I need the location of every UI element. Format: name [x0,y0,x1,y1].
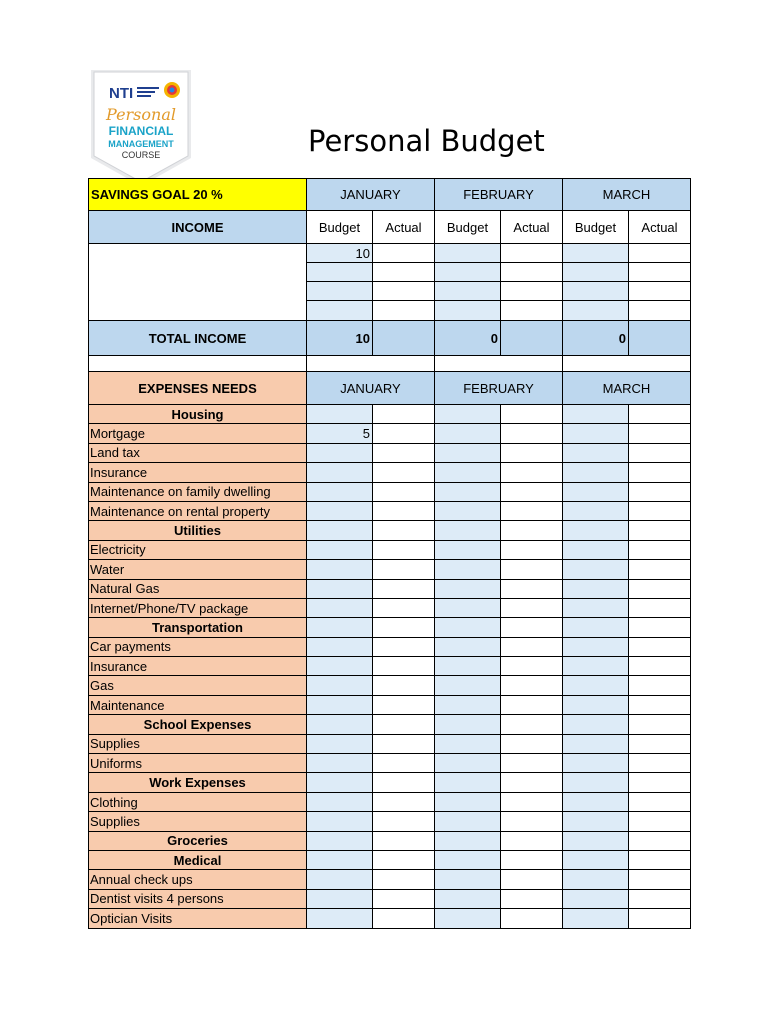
expense-category-school-expenses: School Expenses [89,715,307,734]
expense-label-annual-check-ups: Annual check ups [89,870,307,889]
expense-mar-actual-cell[interactable] [629,657,691,676]
expense-jan-budget-cell[interactable] [307,482,373,501]
expense-row [89,443,691,462]
expense-feb-actual-cell[interactable] [501,560,563,579]
income-header: INCOME [89,211,307,244]
spacer-cell [89,356,307,372]
expense-jan-budget-cell[interactable] [307,850,373,869]
expense-label-gas: Gas [89,676,307,695]
expense-mar-actual-cell[interactable] [629,405,691,424]
income-mar-budget[interactable] [563,282,629,301]
expense-mar-actual-cell[interactable] [629,773,691,792]
expense-jan-actual-cell[interactable] [373,637,435,656]
expense-feb-actual-cell[interactable] [501,889,563,908]
income-jan-budget[interactable]: 10 [307,244,373,263]
expense-label-internet-phone-tv-package: Internet/Phone/TV package [89,598,307,617]
expense-feb-budget-cell[interactable] [435,792,501,811]
expense-jan-budget-cell[interactable] [307,734,373,753]
income-jan-budget[interactable] [307,263,373,282]
expense-mar-actual-cell[interactable] [629,482,691,501]
expense-mar-actual-cell[interactable] [629,909,691,928]
expense-mar-budget-cell[interactable] [563,773,629,792]
expense-feb-budget-cell[interactable] [435,424,501,443]
expense-feb-budget-cell[interactable] [435,715,501,734]
expense-jan-actual-cell[interactable] [373,521,435,540]
expense-mar-actual-cell[interactable] [629,870,691,889]
income-mar-actual[interactable] [629,282,691,301]
expense-label-dentist-visits-4-persons: Dentist visits 4 persons [89,889,307,908]
expense-mar-actual-cell[interactable] [629,598,691,617]
expense-feb-budget-cell[interactable] [435,812,501,831]
income-mar-budget[interactable] [563,244,629,263]
expense-row [89,792,691,811]
course-logo [87,68,195,188]
expense-feb-actual-cell[interactable] [501,618,563,637]
income-jan-actual[interactable] [373,282,435,301]
month-header-march: MARCH [563,179,691,211]
income-jan-actual[interactable] [373,244,435,263]
expense-mar-actual-cell[interactable] [629,463,691,482]
expense-category-row [89,405,691,424]
expense-feb-budget-cell[interactable] [435,734,501,753]
savings-row [89,179,691,211]
expense-feb-budget-cell[interactable] [435,657,501,676]
income-mar-actual[interactable] [629,244,691,263]
expense-feb-actual-cell[interactable] [501,637,563,656]
expense-mar-actual-cell[interactable] [629,618,691,637]
expense-mar-budget-cell[interactable] [563,734,629,753]
expense-mar-actual-cell[interactable] [629,443,691,462]
month-header-february: FEBRUARY [435,179,563,211]
expense-jan-actual-cell[interactable] [373,792,435,811]
budget-col-header: Budget [435,211,501,244]
expense-feb-budget-cell[interactable] [435,831,501,850]
expense-mar-budget-cell[interactable] [563,560,629,579]
expense-row [89,695,691,714]
expense-feb-actual-cell[interactable] [501,831,563,850]
total-income-jan-actual [373,321,435,356]
expense-jan-budget-cell[interactable] [307,618,373,637]
budget-table [88,178,691,929]
total-income-mar-actual [629,321,691,356]
expense-jan-actual-cell[interactable] [373,676,435,695]
expense-mar-budget-cell[interactable] [563,618,629,637]
expense-label-maintenance-on-rental-property: Maintenance on rental property [89,501,307,520]
expense-row [89,637,691,656]
expense-feb-budget-cell[interactable] [435,773,501,792]
expense-category-row [89,715,691,734]
income-jan-budget[interactable] [307,282,373,301]
expense-row [89,657,691,676]
expense-jan-actual-cell[interactable] [373,812,435,831]
expense-label-insurance: Insurance [89,463,307,482]
expense-mar-budget-cell[interactable] [563,889,629,908]
budget-col-header: Budget [563,211,629,244]
expense-jan-budget-cell[interactable] [307,909,373,928]
expense-row [89,560,691,579]
expense-feb-budget-cell[interactable] [435,521,501,540]
month-header-march: MARCH [563,372,691,405]
expense-mar-budget-cell[interactable] [563,812,629,831]
expense-jan-budget-cell[interactable] [307,637,373,656]
expense-jan-actual-cell[interactable] [373,618,435,637]
expense-category-row [89,850,691,869]
expense-feb-actual-cell[interactable] [501,850,563,869]
course-logo-badge [87,68,195,188]
expense-feb-actual-cell[interactable] [501,424,563,443]
expense-feb-budget-cell[interactable] [435,618,501,637]
expense-mar-budget-cell[interactable] [563,482,629,501]
expense-feb-actual-cell[interactable] [501,482,563,501]
page-title: Personal Budget [308,124,545,158]
income-feb-actual[interactable] [501,263,563,282]
expense-mar-budget-cell[interactable] [563,657,629,676]
expense-feb-actual-cell[interactable] [501,463,563,482]
expense-jan-actual-cell[interactable] [373,870,435,889]
expense-category-row [89,831,691,850]
logo-line3: COURSE [121,150,161,160]
expense-jan-actual-cell[interactable] [373,540,435,559]
expense-feb-budget-cell[interactable] [435,889,501,908]
expense-feb-budget-cell[interactable] [435,579,501,598]
income-mar-budget[interactable] [563,301,629,321]
expense-row [89,754,691,773]
expense-label-uniforms: Uniforms [89,754,307,773]
expense-mar-budget-cell[interactable] [563,521,629,540]
expense-mar-actual-cell[interactable] [629,540,691,559]
actual-col-header: Actual [501,211,563,244]
expense-mar-budget-cell[interactable] [563,754,629,773]
expense-feb-budget-cell[interactable] [435,695,501,714]
expense-mar-actual-cell[interactable] [629,754,691,773]
expense-label-mortgage: Mortgage [89,424,307,443]
expense-jan-budget-cell[interactable] [307,405,373,424]
expense-row [89,676,691,695]
budget-col-header: Budget [307,211,373,244]
spacer-cell [563,356,691,372]
actual-col-header: Actual [629,211,691,244]
expense-jan-actual-cell[interactable] [373,657,435,676]
income-feb-actual[interactable] [501,301,563,321]
expense-jan-actual-cell[interactable] [373,579,435,598]
expense-feb-budget-cell[interactable] [435,560,501,579]
expense-feb-actual-cell[interactable] [501,792,563,811]
expense-row [89,579,691,598]
expense-jan-budget-cell[interactable] [307,889,373,908]
expense-row [89,889,691,908]
expenses-header: EXPENSES NEEDS [89,372,307,405]
month-header-january: JANUARY [307,372,435,405]
expense-category-row [89,618,691,637]
expense-label-electricity: Electricity [89,540,307,559]
expense-mar-budget-cell[interactable] [563,579,629,598]
expense-category-row [89,773,691,792]
expense-feb-actual-cell[interactable] [501,598,563,617]
expense-feb-actual-cell[interactable] [501,773,563,792]
expense-jan-actual-cell[interactable] [373,889,435,908]
expense-jan-budget-cell[interactable] [307,715,373,734]
expense-category-housing: Housing [89,405,307,424]
income-feb-budget[interactable] [435,301,501,321]
expense-feb-actual-cell[interactable] [501,521,563,540]
expense-jan-budget-cell[interactable] [307,754,373,773]
expense-feb-budget-cell[interactable] [435,870,501,889]
expense-feb-budget-cell[interactable] [435,463,501,482]
expense-mar-actual-cell[interactable] [629,695,691,714]
expense-jan-actual-cell[interactable] [373,501,435,520]
spacer-cell [435,356,563,372]
expense-jan-budget-cell[interactable] [307,657,373,676]
income-mar-actual[interactable] [629,301,691,321]
expense-mar-budget-cell[interactable] [563,676,629,695]
expense-jan-actual-cell[interactable] [373,850,435,869]
expense-label-maintenance: Maintenance [89,695,307,714]
expense-mar-actual-cell[interactable] [629,579,691,598]
actual-col-header: Actual [373,211,435,244]
expense-row [89,482,691,501]
expense-mar-budget-cell[interactable] [563,443,629,462]
expense-mar-actual-cell[interactable] [629,812,691,831]
expense-label-land-tax: Land tax [89,443,307,462]
expense-row [89,424,691,443]
expense-feb-budget-cell[interactable] [435,501,501,520]
expense-mar-budget-cell[interactable] [563,695,629,714]
expense-feb-actual-cell[interactable] [501,405,563,424]
expense-feb-budget-cell[interactable] [435,443,501,462]
expense-label-natural-gas: Natural Gas [89,579,307,598]
expense-mar-actual-cell[interactable] [629,831,691,850]
expense-mar-budget-cell[interactable] [563,831,629,850]
expense-jan-budget-cell[interactable] [307,870,373,889]
expense-jan-actual-cell[interactable] [373,773,435,792]
income-mar-budget[interactable] [563,263,629,282]
expense-jan-budget-cell[interactable]: 5 [307,424,373,443]
expense-feb-actual-cell[interactable] [501,715,563,734]
expense-label-optician-visits: Optician Visits [89,909,307,928]
expense-jan-budget-cell[interactable] [307,598,373,617]
income-mar-actual[interactable] [629,263,691,282]
logo-script-text: Personal [106,105,176,124]
expense-mar-actual-cell[interactable] [629,734,691,753]
savings-goal-label: SAVINGS GOAL 20 % [89,179,307,211]
income-feb-budget[interactable] [435,263,501,282]
expense-feb-budget-cell[interactable] [435,598,501,617]
expense-feb-actual-cell[interactable] [501,909,563,928]
income-feb-actual[interactable] [501,244,563,263]
expense-feb-budget-cell[interactable] [435,540,501,559]
income-header-row [89,211,691,244]
expense-feb-actual-cell[interactable] [501,657,563,676]
expense-mar-budget-cell[interactable] [563,715,629,734]
expense-row [89,540,691,559]
expense-mar-actual-cell[interactable] [629,424,691,443]
expense-row [89,463,691,482]
expense-mar-actual-cell[interactable] [629,560,691,579]
month-header-february: FEBRUARY [435,372,563,405]
expense-mar-budget-cell[interactable] [563,463,629,482]
expense-feb-budget-cell[interactable] [435,754,501,773]
income-jan-actual[interactable] [373,301,435,321]
expense-mar-actual-cell[interactable] [629,850,691,869]
income-feb-budget[interactable] [435,282,501,301]
expense-label-supplies: Supplies [89,734,307,753]
total-income-label: TOTAL INCOME [89,321,307,356]
logo-line1: FINANCIAL [108,124,174,138]
expense-jan-budget-cell[interactable] [307,831,373,850]
expense-category-row [89,521,691,540]
income-row [89,244,691,263]
expense-feb-actual-cell[interactable] [501,812,563,831]
expense-feb-actual-cell[interactable] [501,695,563,714]
expense-row [89,734,691,753]
expense-feb-budget-cell[interactable] [435,676,501,695]
income-feb-actual[interactable] [501,282,563,301]
expense-category-medical: Medical [89,850,307,869]
expenses-header-row [89,372,691,405]
expense-feb-budget-cell[interactable] [435,637,501,656]
income-feb-budget[interactable] [435,244,501,263]
spacer-cell [307,356,435,372]
expense-label-insurance: Insurance [89,657,307,676]
expense-mar-budget-cell[interactable] [563,540,629,559]
expense-jan-actual-cell[interactable] [373,909,435,928]
expense-mar-actual-cell[interactable] [629,501,691,520]
income-jan-actual[interactable] [373,263,435,282]
expense-feb-actual-cell[interactable] [501,501,563,520]
expense-jan-budget-cell[interactable] [307,521,373,540]
expense-jan-budget-cell[interactable] [307,443,373,462]
month-header-january: JANUARY [307,179,435,211]
expense-feb-budget-cell[interactable] [435,909,501,928]
spacer-row [89,356,691,372]
expense-label-supplies: Supplies [89,812,307,831]
expense-row [89,501,691,520]
expense-feb-actual-cell[interactable] [501,870,563,889]
expense-mar-budget-cell[interactable] [563,637,629,656]
logo-line2: MANAGEMENT [108,139,174,149]
expense-feb-budget-cell[interactable] [435,405,501,424]
expense-mar-actual-cell[interactable] [629,521,691,540]
expense-jan-actual-cell[interactable] [373,424,435,443]
expense-jan-actual-cell[interactable] [373,405,435,424]
expense-mar-actual-cell[interactable] [629,792,691,811]
expense-row [89,870,691,889]
expense-label-maintenance-on-family-dwelling: Maintenance on family dwelling [89,482,307,501]
expense-label-water: Water [89,560,307,579]
expense-mar-budget-cell[interactable] [563,909,629,928]
expense-jan-actual-cell[interactable] [373,443,435,462]
logo-org-text: NTI [109,85,134,102]
expense-feb-actual-cell[interactable] [501,676,563,695]
expense-feb-budget-cell[interactable] [435,850,501,869]
expense-mar-actual-cell[interactable] [629,637,691,656]
expense-category-groceries: Groceries [89,831,307,850]
expense-jan-actual-cell[interactable] [373,482,435,501]
expense-jan-actual-cell[interactable] [373,754,435,773]
expense-category-utilities: Utilities [89,521,307,540]
expense-mar-budget-cell[interactable] [563,792,629,811]
expense-feb-actual-cell[interactable] [501,579,563,598]
expense-mar-budget-cell[interactable] [563,405,629,424]
expense-jan-budget-cell[interactable] [307,540,373,559]
total-income-mar: 0 [563,321,629,356]
expense-feb-actual-cell[interactable] [501,443,563,462]
expense-jan-budget-cell[interactable] [307,773,373,792]
expense-mar-budget-cell[interactable] [563,870,629,889]
total-income-feb-actual [501,321,563,356]
expense-category-transportation: Transportation [89,618,307,637]
expense-jan-budget-cell[interactable] [307,579,373,598]
expense-mar-budget-cell[interactable] [563,501,629,520]
expense-label-clothing: Clothing [89,792,307,811]
expense-mar-actual-cell[interactable] [629,715,691,734]
income-source-cell[interactable] [89,244,307,321]
expense-jan-budget-cell[interactable] [307,463,373,482]
expense-jan-actual-cell[interactable] [373,831,435,850]
expense-row [89,598,691,617]
expense-row [89,909,691,928]
expense-mar-actual-cell[interactable] [629,889,691,908]
expense-mar-budget-cell[interactable] [563,424,629,443]
expense-jan-actual-cell[interactable] [373,734,435,753]
total-income-jan: 10 [307,321,373,356]
expense-jan-actual-cell[interactable] [373,598,435,617]
expense-feb-actual-cell[interactable] [501,734,563,753]
expense-row [89,812,691,831]
expense-mar-budget-cell[interactable] [563,850,629,869]
expense-feb-actual-cell[interactable] [501,754,563,773]
expense-jan-actual-cell[interactable] [373,560,435,579]
expense-jan-actual-cell[interactable] [373,463,435,482]
expense-mar-budget-cell[interactable] [563,598,629,617]
expense-jan-budget-cell[interactable] [307,812,373,831]
expense-label-car-payments: Car payments [89,637,307,656]
expense-jan-actual-cell[interactable] [373,695,435,714]
total-income-feb: 0 [435,321,501,356]
expense-mar-actual-cell[interactable] [629,676,691,695]
expense-jan-budget-cell[interactable] [307,501,373,520]
expense-jan-budget-cell[interactable] [307,792,373,811]
expense-jan-budget-cell[interactable] [307,560,373,579]
expense-jan-budget-cell[interactable] [307,676,373,695]
total-income-row [89,321,691,356]
expense-feb-actual-cell[interactable] [501,540,563,559]
expense-jan-budget-cell[interactable] [307,695,373,714]
income-jan-budget[interactable] [307,301,373,321]
expense-feb-budget-cell[interactable] [435,482,501,501]
expense-category-work-expenses: Work Expenses [89,773,307,792]
expense-jan-actual-cell[interactable] [373,715,435,734]
